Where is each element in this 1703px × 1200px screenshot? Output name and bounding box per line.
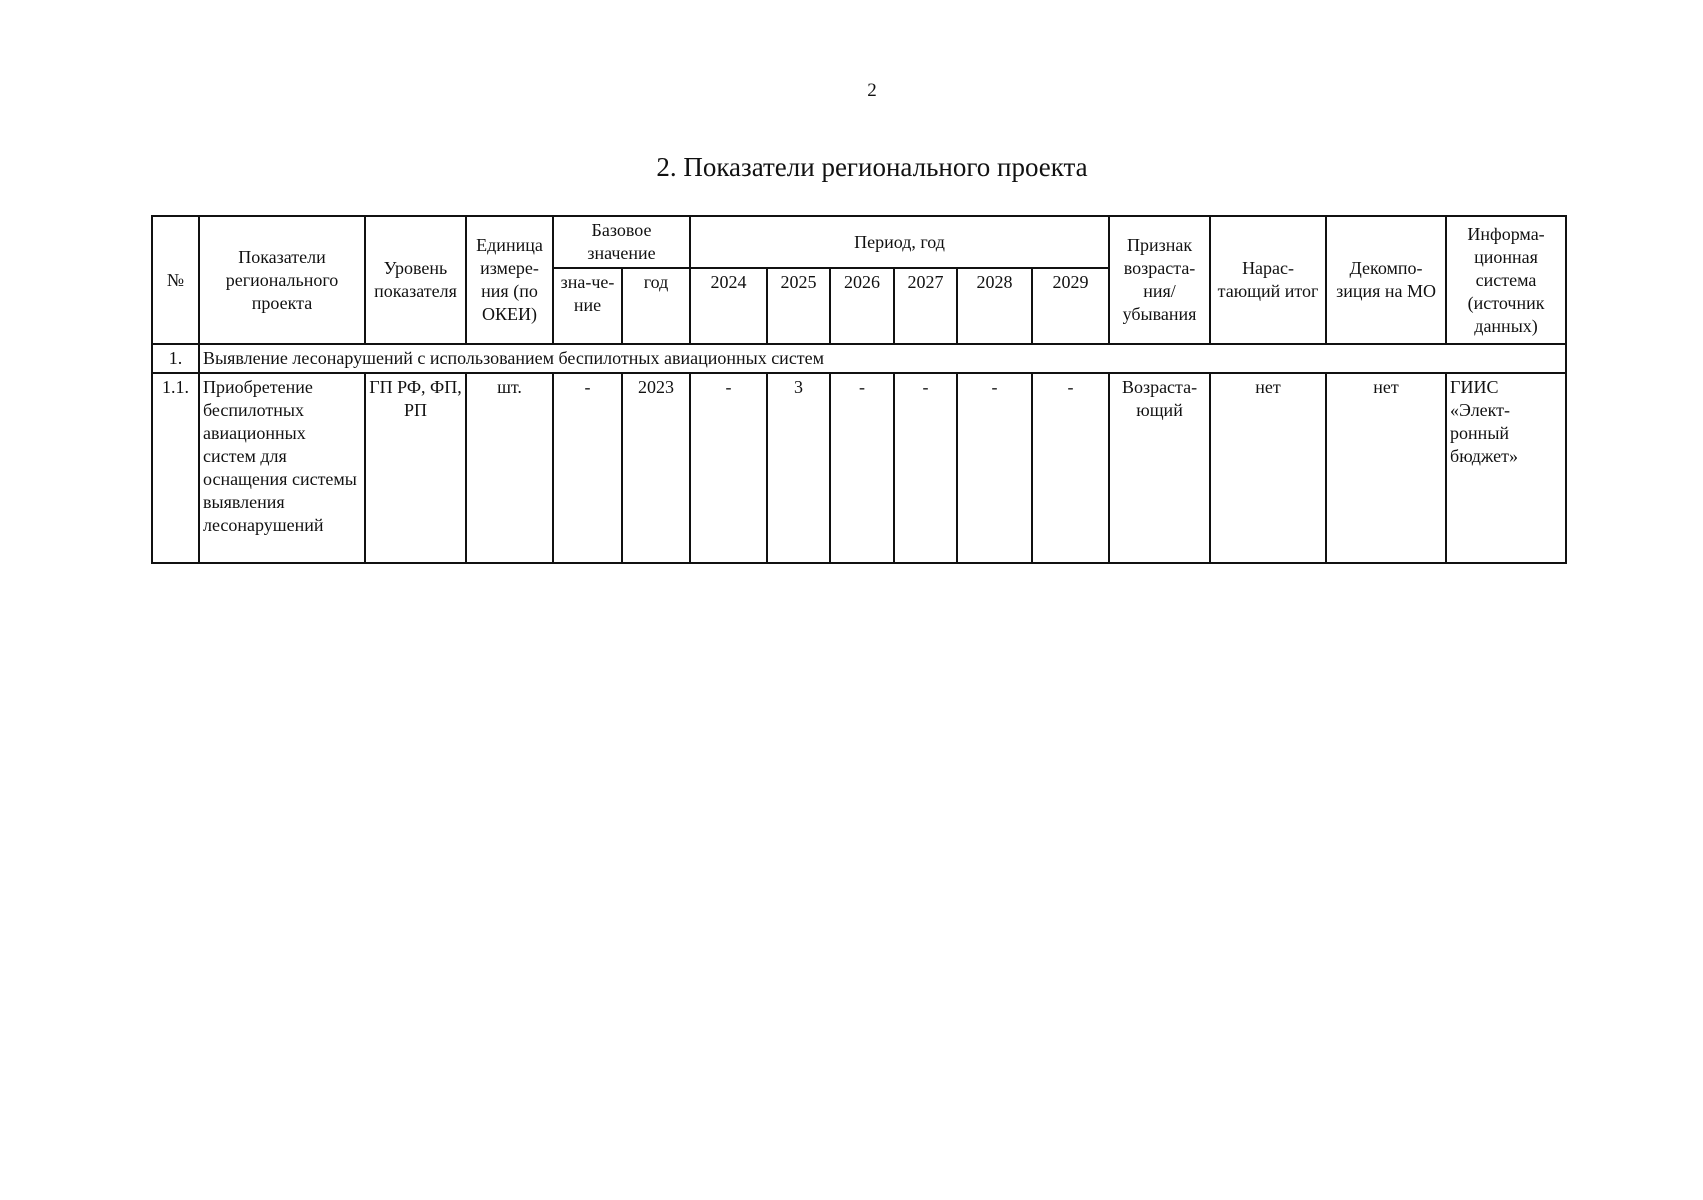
row-info-system: ГИИС «Элект-ронный бюджет» bbox=[1446, 373, 1566, 563]
row-year-value: - bbox=[894, 373, 957, 563]
header-base: Базовое значение bbox=[553, 216, 690, 268]
row-year-value: 3 bbox=[767, 373, 830, 563]
row-num: 1.1. bbox=[152, 373, 199, 563]
header-base-value: зна-че-ние bbox=[553, 268, 622, 344]
row-cumulative: нет bbox=[1210, 373, 1326, 563]
header-sign: Признак возраста-ния/ убывания bbox=[1109, 216, 1210, 344]
header-year: 2027 bbox=[894, 268, 957, 344]
row-year-value: - bbox=[690, 373, 767, 563]
row-year-value: - bbox=[1032, 373, 1109, 563]
header-cumulative: Нарас-тающий итог bbox=[1210, 216, 1326, 344]
row-unit: шт. bbox=[466, 373, 553, 563]
table-row bbox=[152, 373, 1566, 563]
row-base-year: 2023 bbox=[622, 373, 690, 563]
page-number: 2 bbox=[867, 80, 877, 101]
row-year-value: - bbox=[830, 373, 894, 563]
header-year: 2029 bbox=[1032, 268, 1109, 344]
header-year: 2028 bbox=[957, 268, 1032, 344]
row-level: ГП РФ, ФП, РП bbox=[365, 373, 466, 563]
row-indicator: Приобретение беспилотных авиационных систем для оснащения системы выявления лесонарушений bbox=[199, 373, 365, 563]
header-level: Уровень показателя bbox=[365, 216, 466, 344]
header-info-system: Информа-ционная система (источник данных) bbox=[1446, 216, 1566, 344]
row-decomposition: нет bbox=[1326, 373, 1446, 563]
section-num: 1. bbox=[152, 344, 199, 373]
header-year: 2026 bbox=[830, 268, 894, 344]
header-indicator: Показатели регионального проекта bbox=[199, 216, 365, 344]
header-year: 2025 bbox=[767, 268, 830, 344]
row-sign: Возраста-ющий bbox=[1109, 373, 1210, 563]
header-num: № bbox=[152, 216, 199, 344]
indicators-table bbox=[151, 215, 1567, 564]
header-period: Период, год bbox=[690, 216, 1109, 268]
header-unit: Единица измере-ния (по ОКЕИ) bbox=[466, 216, 553, 344]
header-base-year: год bbox=[622, 268, 690, 344]
section-label: Выявление лесонарушений с использованием беспилотных авиационных систем bbox=[199, 344, 1566, 373]
row-year-value: - bbox=[957, 373, 1032, 563]
section-row bbox=[152, 344, 1566, 373]
header-row-1 bbox=[152, 216, 1566, 268]
header-year: 2024 bbox=[690, 268, 767, 344]
header-decomposition: Декомпо-зиция на МО bbox=[1326, 216, 1446, 344]
row-base-value: - bbox=[553, 373, 622, 563]
page-title: 2. Показатели регионального проекта bbox=[656, 152, 1088, 182]
